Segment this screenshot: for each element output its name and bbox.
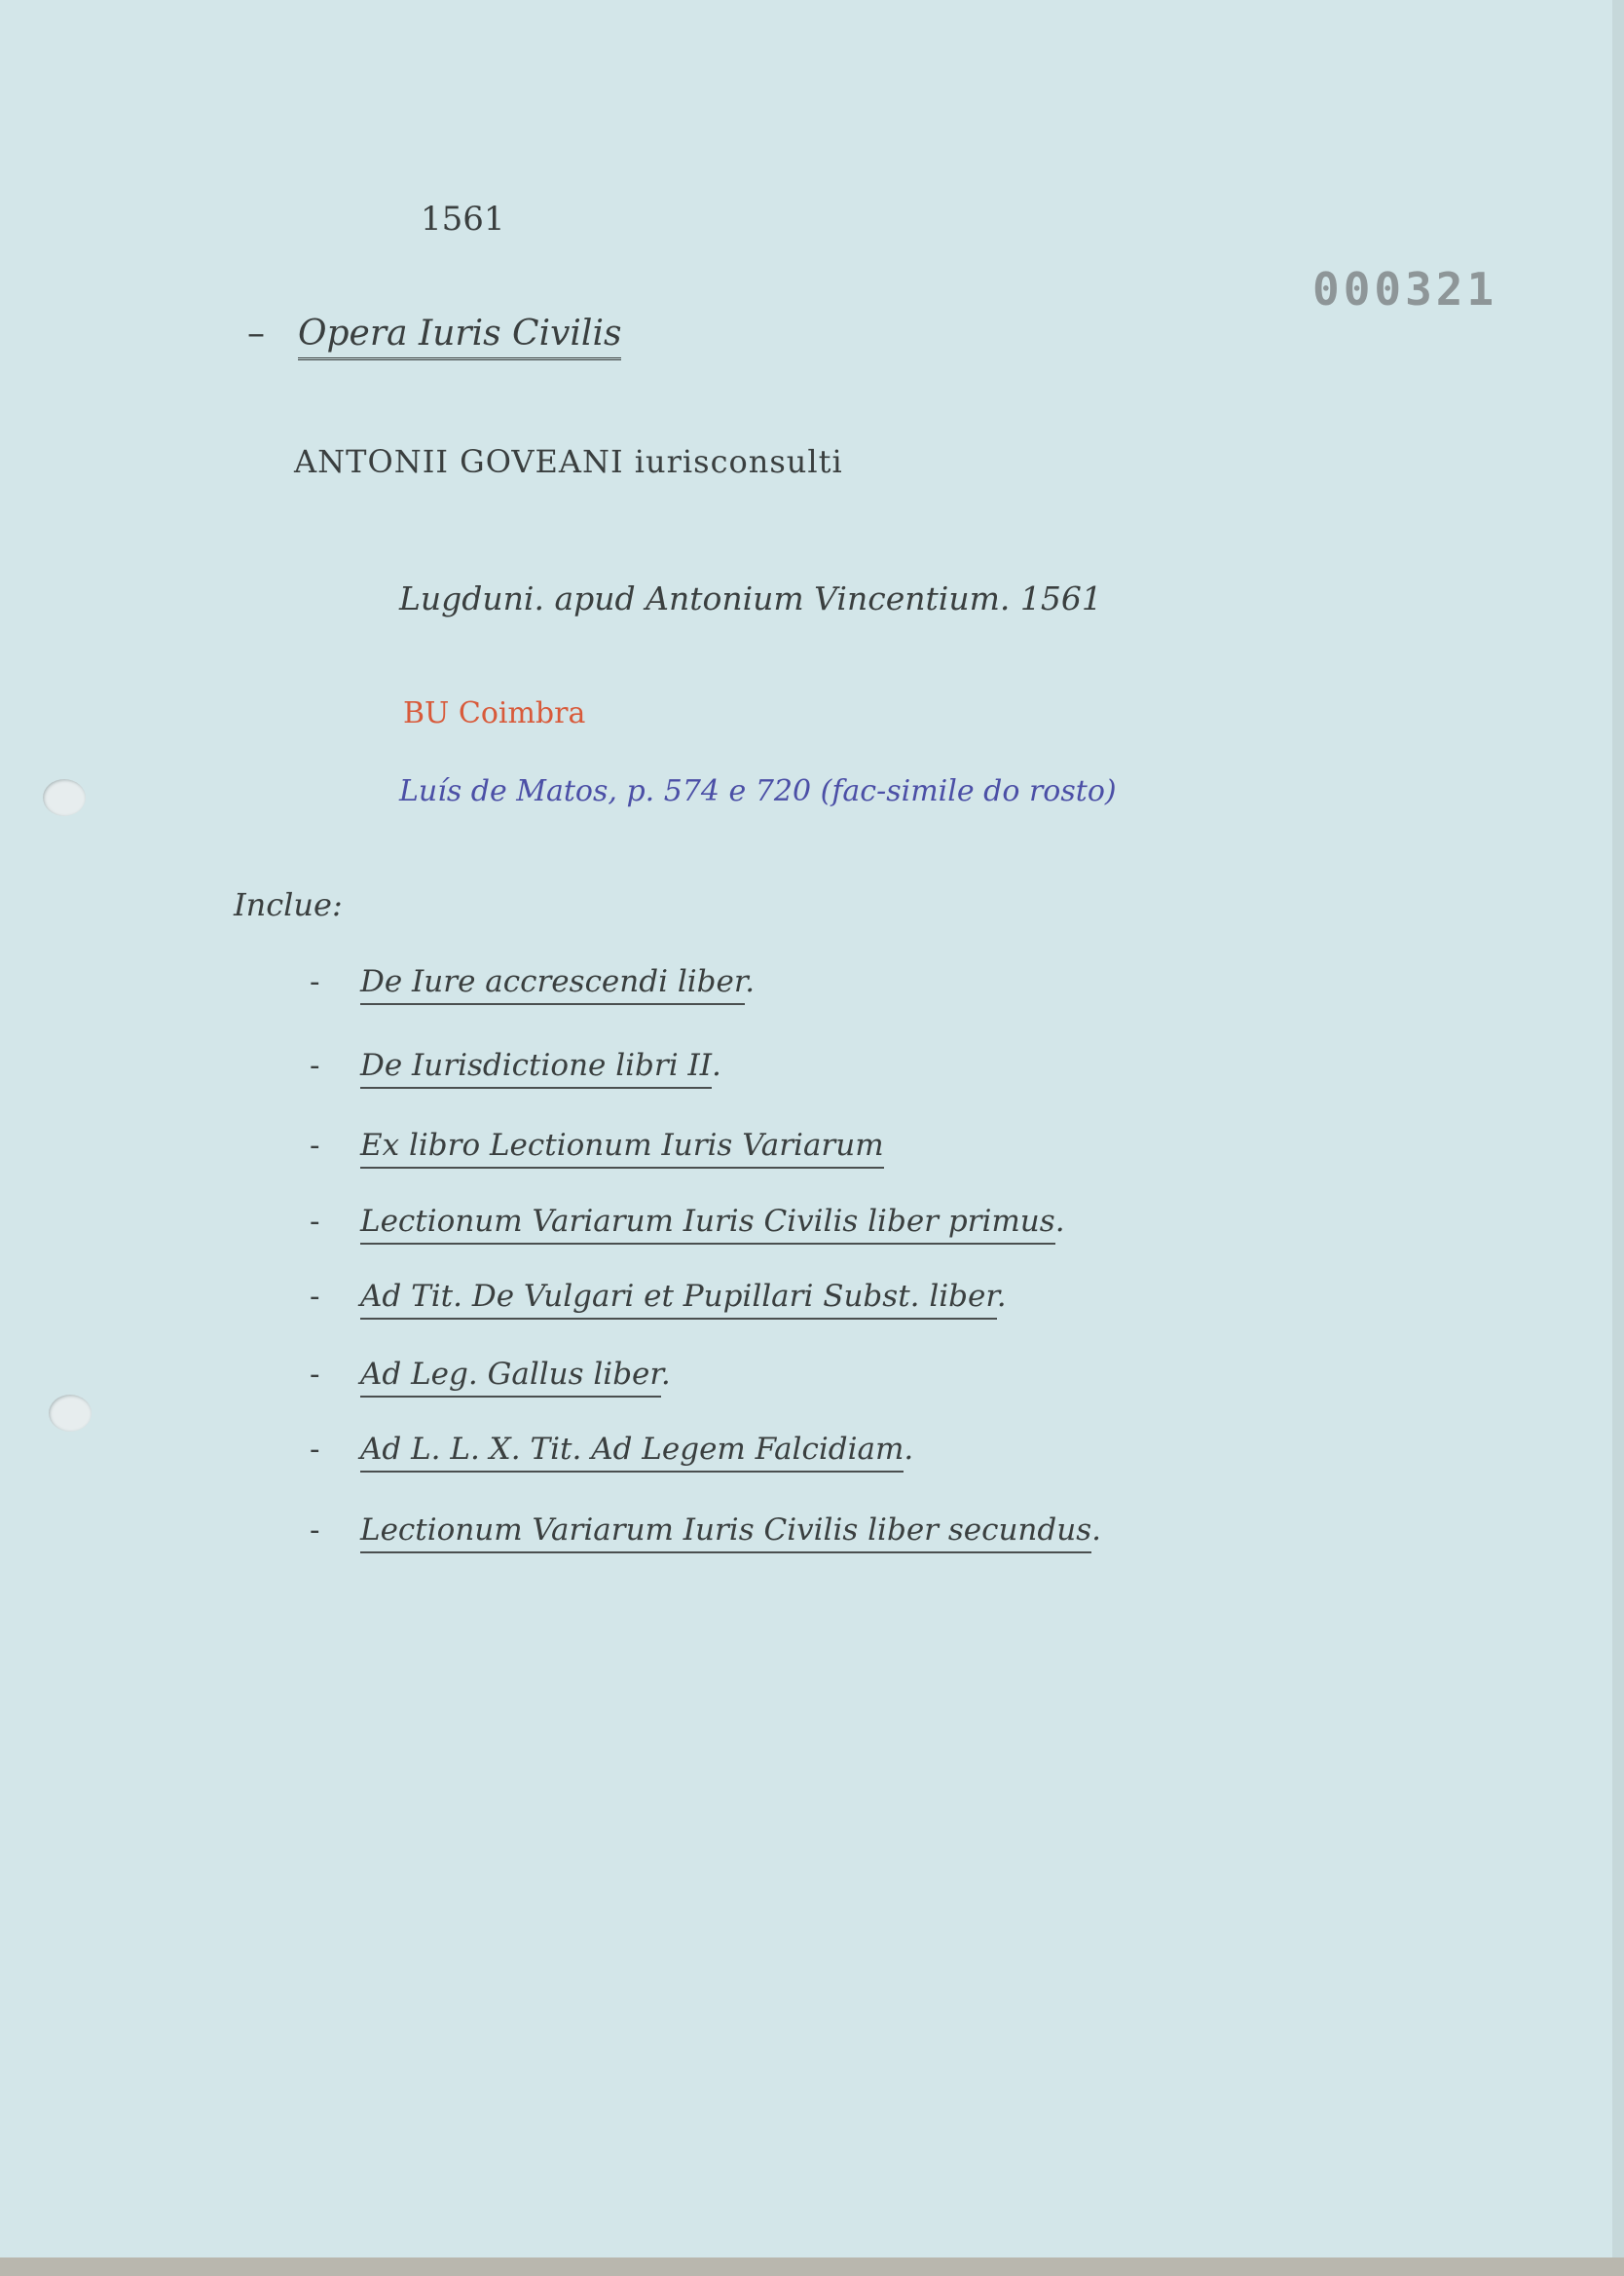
list-item-title: Lectionum Variarum Iuris Civilis liber secundus: [360, 1512, 1091, 1553]
work-title-line: [247, 314, 621, 354]
dash-bullet: -: [310, 1512, 320, 1548]
list-item-title: Ex libro Lectionum Iuris Variarum: [360, 1128, 884, 1169]
stamp-number: 000321: [1312, 263, 1498, 316]
punch-hole-lower: [49, 1395, 92, 1432]
dash-bullet: -: [310, 1279, 320, 1314]
list-item-end: .: [660, 1357, 671, 1392]
dash-bullet: -: [310, 1048, 320, 1083]
list-item: [310, 1279, 1007, 1314]
list-item: [310, 1128, 884, 1163]
reference-note: Luís de Matos, p. 574 e 720 (fac-simile do rosto): [399, 774, 1117, 808]
list-item: [310, 1357, 671, 1392]
author-line: ANTONII GOVEANI iurisconsulti: [294, 443, 843, 480]
list-item: [310, 1048, 721, 1083]
list-item-title: Lectionum Variarum Iuris Civilis liber primus: [360, 1204, 1055, 1245]
dash-bullet: –: [247, 314, 265, 354]
imprint-line: Lugduni. apud Antonium Vincentium. 1561: [399, 579, 1102, 617]
list-item-end: .: [745, 964, 756, 999]
dash-bullet: -: [310, 1357, 320, 1392]
includes-label: Inclue:: [234, 886, 343, 923]
list-item-title: Ad Leg. Gallus liber: [360, 1357, 661, 1398]
dash-bullet: -: [310, 1128, 320, 1163]
list-item: [310, 1204, 1065, 1239]
year-heading: 1561: [421, 200, 505, 239]
list-item: [310, 1512, 1101, 1548]
dash-bullet: -: [310, 1204, 320, 1239]
paper-right-edge: [1612, 0, 1624, 2276]
scan-bottom-edge: [0, 2257, 1624, 2276]
list-item-end: .: [1054, 1204, 1065, 1239]
list-item-end: .: [904, 1432, 914, 1467]
dash-bullet: -: [310, 1432, 320, 1467]
list-item-title: Ad L. L. X. Tit. Ad Legem Falcidiam: [360, 1432, 904, 1473]
list-item-end: .: [711, 1048, 721, 1083]
library-note: BU Coimbra: [403, 696, 586, 730]
list-item-end: .: [996, 1279, 1007, 1314]
work-title: Opera Iuris Civilis: [298, 314, 621, 360]
list-item: [310, 1432, 913, 1467]
list-item-title: De Iure accrescendi liber: [360, 964, 745, 1005]
list-item-end: .: [1091, 1512, 1101, 1548]
dash-bullet: -: [310, 964, 320, 999]
punch-hole-upper: [43, 779, 86, 816]
list-item: [310, 964, 755, 999]
list-item-title: Ad Tit. De Vulgari et Pupillari Subst. liber: [360, 1279, 997, 1320]
list-item-title: De Iurisdictione libri II: [360, 1048, 712, 1089]
